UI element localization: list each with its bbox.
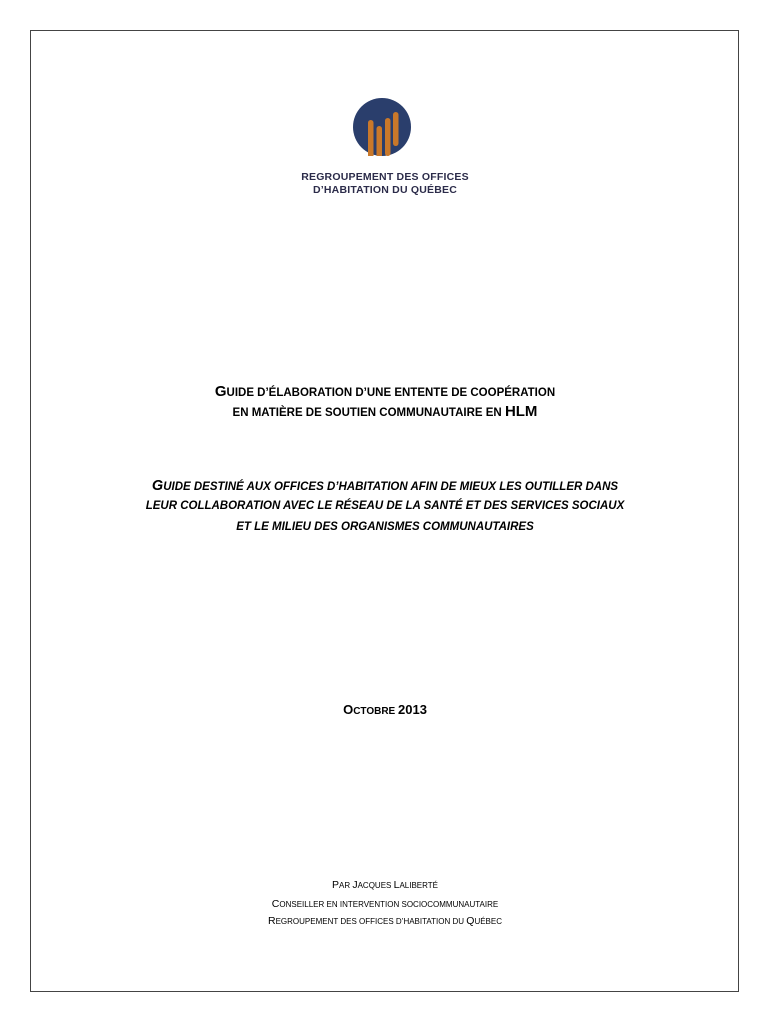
author-initial-p: P [331, 879, 339, 891]
author-organization [0, 913, 770, 930]
author-name [0, 877, 770, 894]
author-org-initial-q: Q [466, 915, 475, 927]
date-month: CTOBRE [353, 706, 399, 717]
title-initial: G [214, 383, 227, 400]
title-line1-text: UIDE D’ÉLABORATION D’UNE ENTENTE DE COOPÉRATION [226, 387, 556, 399]
organization-logo [353, 98, 411, 156]
title-acronym: HLM [504, 403, 538, 420]
title-line2-text: EN MATIÈRE DE SOUTIEN COMMUNAUTAIRE EN [232, 407, 505, 419]
author-text-aliberte: ALIBERTÉ [399, 881, 438, 890]
author-role [0, 896, 770, 913]
document-title-line2 [0, 402, 770, 423]
author-org-text-end: UÉBEC [474, 917, 502, 926]
date-year: 2013 [398, 702, 427, 717]
author-initial-l: L [393, 879, 400, 891]
subtitle-initial: G [151, 478, 164, 494]
logo-bar-2 [377, 126, 383, 156]
author-text-acques: ACQUES [357, 881, 394, 890]
logo-bar-4 [393, 112, 399, 146]
organization-name-line1: REGROUPEMENT DES OFFICES [301, 171, 469, 183]
role-initial: C [271, 898, 280, 910]
organization-name-line2: D’HABITATION DU QUÉBEC [312, 184, 457, 196]
publication-date [0, 702, 770, 717]
role-text: ONSEILLER EN INTERVENTION SOCIOCOMMUNAUTAIRE [279, 900, 499, 909]
author-org-initial-r: R [267, 915, 276, 927]
subtitle-line1-text: UIDE DESTINÉ AUX OFFICES D’HABITATION AFIN DE MIEUX LES OUTILLER DANS [163, 481, 619, 493]
document-subtitle-line2: LEUR COLLABORATION AVEC LE RÉSEAU DE LA SANTÉ ET DES SERVICES SOCIAUX [145, 500, 625, 512]
date-initial: O [343, 702, 354, 717]
author-text-ar: AR [339, 881, 353, 890]
logo-bar-3 [385, 118, 391, 156]
author-initial-j: J [352, 879, 358, 891]
document-title-line1 [0, 382, 770, 403]
document-subtitle-line3: ET LE MILIEU DES ORGANISMES COMMUNAUTAIRES [236, 521, 534, 533]
logo-bar-1 [368, 120, 374, 156]
author-org-text: EGROUPEMENT DES OFFICES D’HABITATION DU [275, 917, 467, 926]
document-subtitle-line1 [0, 476, 770, 497]
